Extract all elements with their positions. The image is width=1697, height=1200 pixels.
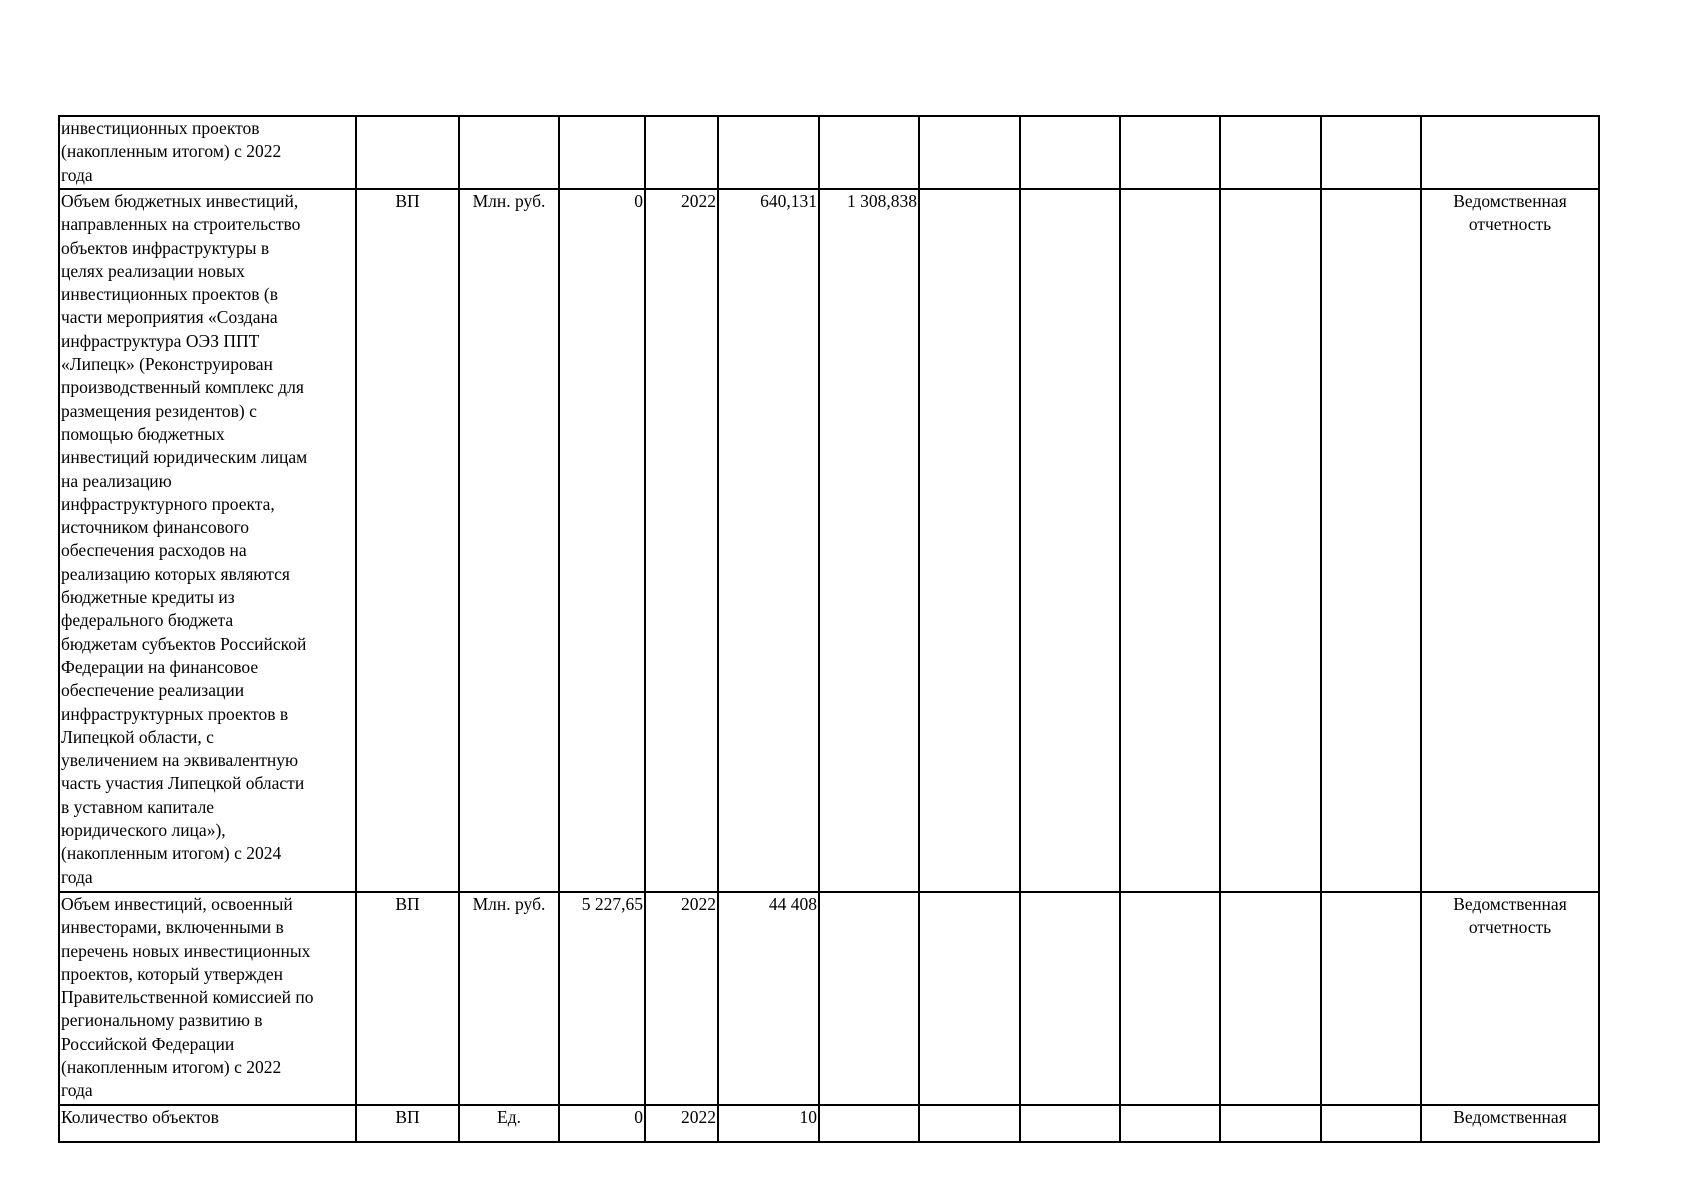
value-cell: 44 408	[718, 892, 819, 1105]
empty-cell	[1321, 189, 1421, 892]
value-cell: 1 308,838	[819, 189, 919, 892]
empty-cell	[1321, 1105, 1421, 1142]
value-cell: 640,131	[718, 189, 819, 892]
empty-cell	[1020, 116, 1120, 189]
source-cell: Ведомственная отчетность	[1421, 892, 1599, 1105]
unit-cell: Ед.	[459, 1105, 559, 1142]
base-value-cell	[559, 116, 645, 189]
indicator-name-cell: Количество объектов	[59, 1105, 356, 1142]
table-row	[59, 189, 1599, 892]
base-value-cell: 0	[559, 1105, 645, 1142]
table-row	[59, 1105, 1599, 1142]
category-cell	[356, 116, 459, 189]
unit-cell: Млн. руб.	[459, 892, 559, 1105]
source-cell: Ведомственная отчетность	[1421, 189, 1599, 892]
value-cell: 10	[718, 1105, 819, 1142]
category-cell: ВП	[356, 1105, 459, 1142]
table-row	[59, 116, 1599, 189]
empty-cell	[1020, 189, 1120, 892]
empty-cell	[1220, 1105, 1321, 1142]
category-cell: ВП	[356, 892, 459, 1105]
category-cell: ВП	[356, 189, 459, 892]
indicator-name-cell: Объем бюджетных инвестиций, направленных на строительство объектов инфраструктуры в целях реализации новых инвестиционных проектов (в части мероприятия «Создана инфраструктура ОЭЗ ППТ «Липецк» (Реконструирован производственный комплекс для размещения резидентов) с помощью бюджетных инвестиций юридическим лицам на реализацию инфраструктурного проекта, источником финансового обеспечения расходов на реализацию которых являются бюджетные кредиты из федерального бюджета бюджетам субъектов Российской Федерации на финансовое обеспечение реализации инфраструктурных проектов в Липецкой области, с увеличением на эквивалентную часть участия Липецкой области в уставном капитале юридического лица»), (накопленным итогом) с 2024 года	[59, 189, 356, 892]
empty-cell	[1120, 189, 1220, 892]
empty-cell	[1120, 116, 1220, 189]
empty-cell	[1220, 892, 1321, 1105]
value-cell	[819, 116, 919, 189]
table-row	[59, 892, 1599, 1105]
unit-cell	[459, 116, 559, 189]
base-year-cell: 2022	[645, 1105, 718, 1142]
empty-cell	[1120, 1105, 1220, 1142]
empty-cell	[1321, 892, 1421, 1105]
empty-cell	[919, 189, 1020, 892]
source-cell: Ведомственная	[1421, 1105, 1599, 1142]
empty-cell	[1220, 189, 1321, 892]
unit-cell: Млн. руб.	[459, 189, 559, 892]
empty-cell	[1020, 892, 1120, 1105]
empty-cell	[919, 1105, 1020, 1142]
base-year-cell: 2022	[645, 892, 718, 1105]
source-cell	[1421, 116, 1599, 189]
empty-cell	[1120, 892, 1220, 1105]
empty-cell	[919, 116, 1020, 189]
base-year-cell	[645, 116, 718, 189]
indicators-table	[58, 115, 1600, 1143]
value-cell	[819, 1105, 919, 1142]
empty-cell	[1220, 116, 1321, 189]
value-cell	[718, 116, 819, 189]
empty-cell	[1321, 116, 1421, 189]
base-value-cell: 5 227,65	[559, 892, 645, 1105]
base-year-cell: 2022	[645, 189, 718, 892]
base-value-cell: 0	[559, 189, 645, 892]
indicator-name-cell: инвестиционных проектов (накопленным итогом) с 2022 года	[59, 116, 356, 189]
indicator-name-cell: Объем инвестиций, освоенный инвесторами, включенными в перечень новых инвестиционных проектов, который утвержден Правительственной комиссией по региональному развитию в Российской Федерации (накопленным итогом) с 2022 года	[59, 892, 356, 1105]
value-cell	[819, 892, 919, 1105]
empty-cell	[1020, 1105, 1120, 1142]
empty-cell	[919, 892, 1020, 1105]
